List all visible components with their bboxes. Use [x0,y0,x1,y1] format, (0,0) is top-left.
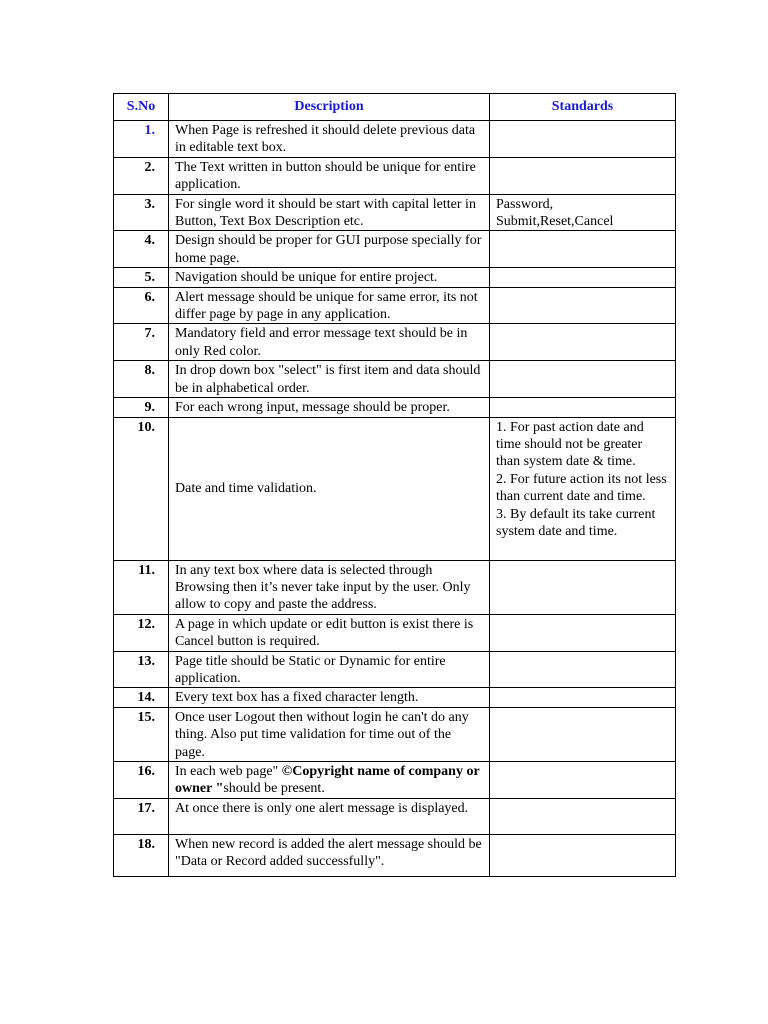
row-description: For single word it should be start with capital letter in Button, Text Box Description etc. [169,194,490,231]
row-standards [490,121,676,158]
row-standards [490,157,676,194]
row-standards [490,707,676,761]
table-row [114,688,676,707]
row-standards [490,268,676,287]
table-row [114,361,676,398]
row-standards [490,688,676,707]
table-row [114,398,676,417]
row-standards [490,560,676,614]
table-row [114,417,676,560]
row-standards [490,324,676,361]
standard-item: Submit,Reset,Cancel [496,214,614,230]
standard-item: Password, [496,196,554,212]
row-description: When Page is refreshed it should delete previous data in editable text box. [169,121,490,158]
table-body [114,121,676,877]
row-number: 1. [114,121,169,158]
row-description: Mandatory field and error message text should be in only Red color. [169,324,490,361]
row-description: Once user Logout then without login he can't do any thing. Also put time validation for time out of the page. [169,707,490,761]
standard-item: 1. For past action date and time should not be greater than system date & time. [496,419,644,470]
header-standards: Standards [490,94,676,121]
table-row [114,834,676,876]
row-description: In any text box where data is selected through Browsing then it’s never take input by the user. Only allow to copy and paste the address. [169,560,490,614]
table-row [114,798,676,834]
row-number: 2. [114,157,169,194]
row-description: Page title should be Static or Dynamic for entire application. [169,651,490,688]
row-number: 3. [114,194,169,231]
row-number: 13. [114,651,169,688]
standard-item: 2. For future action its not less than current date and time. [496,471,667,505]
row-standards [490,834,676,876]
row-description: The Text written in button should be unique for entire application. [169,157,490,194]
row-number: 5. [114,268,169,287]
row-number: 6. [114,287,169,324]
row-standards [490,287,676,324]
row-description: Alert message should be unique for same error, its not differ page by page in any application. [169,287,490,324]
row-description: For each wrong input, message should be proper. [169,398,490,417]
row-standards [490,417,676,560]
table-row [114,560,676,614]
row-number: 10. [114,417,169,560]
table-row [114,707,676,761]
description-part: should be present. [223,781,325,797]
row-standards [490,761,676,798]
description-part: In each web page" [175,763,282,779]
row-number: 18. [114,834,169,876]
table-row [114,194,676,231]
row-standards [490,798,676,834]
row-standards [490,361,676,398]
table-row [114,614,676,651]
row-number: 11. [114,560,169,614]
table-row [114,324,676,361]
row-number: 7. [114,324,169,361]
row-description: Design should be proper for GUI purpose specially for home page. [169,231,490,268]
row-standards [490,194,676,231]
row-standards [490,231,676,268]
description-part: ©Copyright name of company or owner " [175,763,480,797]
row-number: 17. [114,798,169,834]
table-row [114,231,676,268]
table-row [114,761,676,798]
row-number: 9. [114,398,169,417]
table-row [114,287,676,324]
table-row [114,651,676,688]
row-description: When new record is added the alert message should be "Data or Record added successfully". [169,834,490,876]
row-number: 14. [114,688,169,707]
row-number: 4. [114,231,169,268]
row-number: 15. [114,707,169,761]
header-description: Description [169,94,490,121]
table-row [114,157,676,194]
row-description [169,761,490,798]
standard-item: 3. By default its take current system date and time. [496,506,656,539]
row-number: 16. [114,761,169,798]
row-number: 8. [114,361,169,398]
row-standards [490,614,676,651]
header-sno: S.No [114,94,169,121]
table-row [114,121,676,158]
row-standards [490,398,676,417]
row-description: At once there is only one alert message is displayed. [169,798,490,834]
standards-table [113,93,676,877]
table-header-row [114,94,676,121]
table-row [114,268,676,287]
row-description: Navigation should be unique for entire project. [169,268,490,287]
row-description: A page in which update or edit button is exist there is Cancel button is required. [169,614,490,651]
row-number: 12. [114,614,169,651]
row-standards [490,651,676,688]
row-description: Every text box has a fixed character length. [169,688,490,707]
row-description: Date and time validation. [169,417,490,560]
row-description: In drop down box "select" is first item and data should be in alphabetical order. [169,361,490,398]
